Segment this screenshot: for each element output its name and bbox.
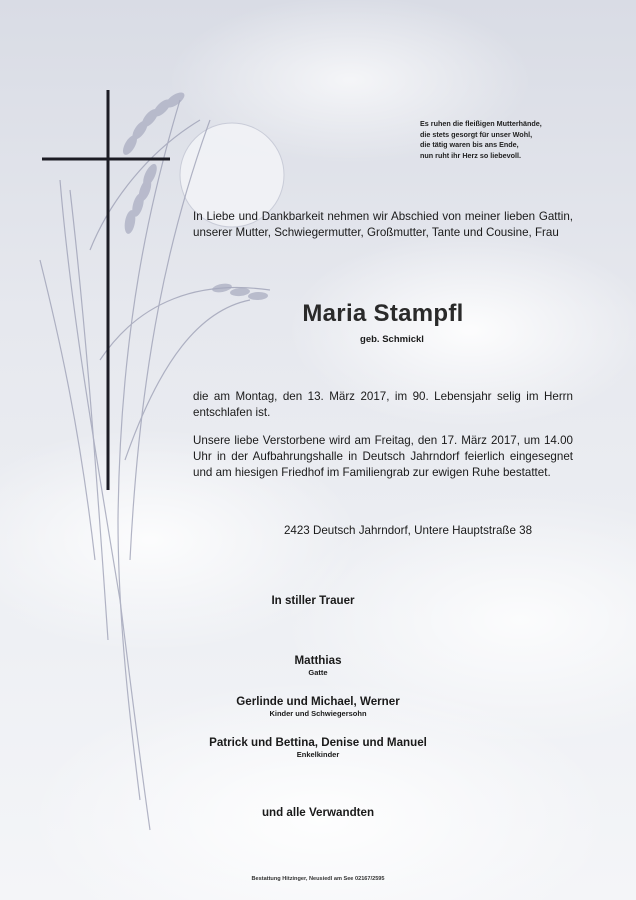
deceased-name: Maria Stampfl bbox=[302, 300, 464, 327]
funeral-notice-paragraph: Unsere liebe Verstorbene wird am Freitag, den 17. März 2017, um 14.00 Uhr in der Aufbahrungshalle in Deutsch Jahrndorf feierlich eingesegnet und am hiesigen Friedhof im Familiengrab zur ewigen Ruhe bestattet. bbox=[193, 434, 573, 479]
birth-name: geb. Schmickl bbox=[360, 334, 424, 345]
cross-icon bbox=[42, 90, 170, 490]
mourner-relation: Gatte bbox=[308, 668, 328, 677]
intro-paragraph: In Liebe und Dankbarkeit nehmen wir Abschied von meiner lieben Gattin, unserer Mutter, Schwiegermutter, Großmutter, Tante und Cousine, Frau bbox=[193, 210, 573, 239]
mourner-group bbox=[0, 736, 636, 759]
mourner-relation: Enkelkinder bbox=[296, 750, 340, 759]
relatives-line: und alle Verwandten bbox=[261, 806, 375, 819]
mourner-names: Gerlinde und Michael, Werner bbox=[236, 695, 400, 708]
death-notice-paragraph: die am Montag, den 13. März 2017, im 90. Lebensjahr selig im Herrn entschlafen ist. bbox=[193, 390, 573, 419]
mourner-relation: Kinder und Schwiegersohn bbox=[269, 709, 367, 718]
mourner-group bbox=[0, 654, 636, 677]
poem-verse bbox=[420, 119, 590, 161]
poem-line: Es ruhen die fleißigen Mutterhände, bbox=[420, 119, 542, 128]
poem-line: die stets gesorgt für unser Wohl, bbox=[420, 129, 533, 139]
poem-line: die tätig waren bis ans Ende, bbox=[420, 140, 519, 149]
poem-line: nun ruht ihr Herz so liebevoll. bbox=[420, 150, 522, 160]
mourner-group bbox=[0, 695, 636, 718]
family-address: 2423 Deutsch Jahrndorf, Untere Hauptstraße 38 bbox=[283, 524, 533, 537]
mourner-names: Patrick und Bettina, Denise und Manuel bbox=[209, 736, 427, 749]
mourner-names: Matthias bbox=[294, 654, 342, 667]
funeral-home-footer: Bestattung Hitzinger, Neusiedl am See 02167/2595 bbox=[251, 876, 385, 882]
mourning-label: In stiller Trauer bbox=[271, 594, 355, 607]
